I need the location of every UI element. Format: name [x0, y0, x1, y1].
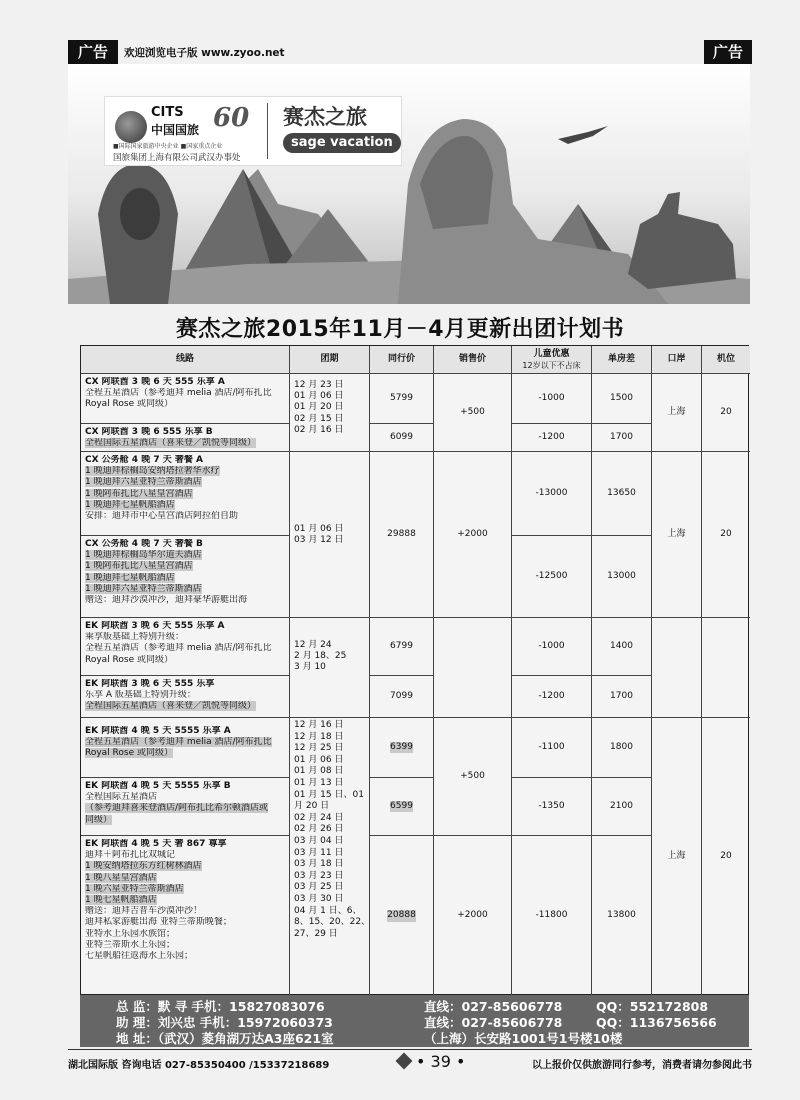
route-line: 迪拜私家游艇出海 亚特兰蒂斯晚餐； — [85, 917, 232, 928]
route-cell — [81, 374, 290, 424]
port-cell: 上海 — [652, 718, 702, 996]
contact-director-qq: QQ：552172808 — [596, 999, 709, 1014]
single-supplement: 1400 — [592, 618, 652, 676]
single-supplement: 13800 — [592, 836, 652, 996]
th-child-title: 儿童优惠 — [533, 348, 570, 359]
dates-cell — [290, 374, 370, 452]
contact-row — [80, 1029, 749, 1045]
route-line: 1 晚七星帆船酒店 — [85, 895, 157, 906]
page-title: 赛杰之旅2015年11月－4月更新出团计划书 — [175, 317, 625, 342]
date-item: 04 月 1 日、6、 — [294, 905, 362, 916]
port-cell: 上海 — [652, 452, 702, 618]
route-cell — [81, 452, 290, 536]
peer-price-value: 6599 — [390, 800, 413, 811]
dates-cell — [290, 452, 370, 618]
route-cell — [81, 718, 290, 778]
peer-price — [370, 778, 434, 836]
page-diamond-icon — [396, 1053, 413, 1070]
date-item: 27、29 日 — [294, 928, 338, 939]
date-item: 月 20 日 — [294, 801, 330, 812]
single-supplement: 1700 — [592, 424, 652, 452]
contact-assistant: 助 理：刘兴忠 手机：15972060373 — [116, 1015, 333, 1030]
footer-disclaimer: 以上报价仅供旅游同行参考，消费者请勿参阅此书 — [532, 1060, 752, 1071]
route-cell — [81, 424, 290, 452]
top-bar — [68, 40, 752, 64]
date-item: 01 月 20 日 — [294, 402, 344, 413]
route-line: 1 晚迪拜棕榈岛华尔道夫酒店 — [85, 550, 202, 561]
welcome-text: 欢迎浏览电子版 www.zyoo.net — [124, 47, 285, 59]
date-item: 03 月 04 日 — [294, 835, 344, 846]
logo-group-name: 国旅集团上海有限公司武汉办事处 — [113, 153, 241, 163]
route-title: CX 公务舱 4 晚 7 天 奢餐 B — [85, 539, 203, 549]
th-single: 单房差 — [592, 346, 652, 374]
retail-price: +500 — [434, 374, 512, 452]
route-title: CX 公务舱 4 晚 7 天 奢餐 A — [85, 455, 203, 465]
logo-tagline: ■国际国家旅游中央企业 ■国家重点企业 — [113, 143, 223, 150]
date-item: 03 月 12 日 — [294, 535, 344, 546]
route-line: 1 晚迪拜六星亚特兰蒂斯酒店 — [85, 477, 202, 488]
logo-cits-text: CITS — [151, 105, 184, 120]
peer-price: 29888 — [370, 452, 434, 618]
date-item: 03 月 18 日 — [294, 859, 344, 870]
route-cell — [81, 536, 290, 618]
route-line: 全程国际五星酒店（喜来登／凯悦等同级） — [85, 701, 257, 712]
date-item: 02 月 16 日 — [294, 424, 344, 435]
route-title: EK 阿联酋 3 晚 6 天 555 乐享 A — [85, 621, 225, 631]
contact-row — [80, 1013, 749, 1029]
child-discount: -11800 — [512, 836, 592, 996]
date-item: 01 月 06 日 — [294, 524, 344, 534]
route-line: 1 晚阿布扎比八星皇宫酒店 — [85, 488, 193, 499]
seats-empty — [702, 618, 750, 718]
th-child-note: 12岁以下不占床 — [522, 360, 581, 370]
contact-address-shanghai: （上海）长安路1001号1号楼10楼 — [424, 1031, 623, 1046]
route-line: 七星帆船往返海水上乐园； — [85, 951, 194, 962]
th-date: 团期 — [290, 346, 370, 374]
route-line: 亚特兰蒂斯水上乐园； — [85, 939, 176, 950]
date-item: 02 月 15 日 — [294, 413, 344, 424]
route-line: Royal Rose 或同级） — [85, 399, 174, 410]
date-item: 12 月 23 日 — [294, 380, 344, 390]
route-line: 1 晚迪拜七星帆船酒店 — [85, 572, 175, 583]
date-item: 02 月 26 日 — [294, 824, 344, 835]
logo-brand: 赛杰之旅 — [283, 105, 367, 129]
logo-divider — [267, 103, 268, 159]
route-line: 1 晚六星亚特兰蒂斯酒店 — [85, 883, 184, 894]
route-line: Royal Rose 或同级） — [85, 748, 174, 759]
retail-price: +2000 — [434, 836, 512, 996]
date-item: 3 月 10 — [294, 662, 326, 673]
route-line: 乘享版基础上特别升级： — [85, 632, 185, 643]
peer-price — [370, 836, 434, 996]
date-item: 02 月 24 日 — [294, 812, 344, 823]
th-peer: 同行价 — [370, 346, 434, 374]
route-cell — [81, 778, 290, 836]
route-line: 全程国际五星酒店 — [85, 792, 158, 803]
peer-price: 6099 — [370, 424, 434, 452]
ad-tag-left: 广告 — [68, 40, 118, 64]
date-item: 12 月 16 日 — [294, 720, 344, 730]
route-title: CX 阿联酋 3 晚 6 555 乐享 B — [85, 427, 213, 437]
contact-director: 总 监：默 寻 手机：15827083076 — [116, 999, 325, 1014]
route-line: （参考迪拜喜来登酒店/阿布扎比希尔顿酒店或 — [85, 803, 269, 814]
route-line: 1 晚安纳塔拉东方红树林酒店 — [85, 861, 202, 872]
retail-empty — [434, 618, 512, 718]
single-supplement: 13000 — [592, 536, 652, 618]
route-line: 迪拜＋阿布扎比双城记 — [85, 850, 176, 861]
route-line: 1 晚八星皇宫酒店 — [85, 872, 157, 883]
route-line: 安排：迪拜市中心皇宫酒店阿拉伯自助 — [85, 511, 239, 522]
route-cell — [81, 676, 290, 718]
child-discount: -1100 — [512, 718, 592, 778]
cits-globe-icon — [115, 111, 147, 143]
route-line: 赠送：迪拜吉普车沙漠冲沙！ — [85, 906, 203, 917]
footer-divider — [68, 1049, 752, 1050]
route-title: EK 阿联酋 4 晚 5 天 5555 乐享 B — [85, 781, 231, 791]
child-discount: -1350 — [512, 778, 592, 836]
single-supplement: 1700 — [592, 676, 652, 718]
contact-director-line: 直线：027-85606778 — [424, 999, 563, 1014]
route-line: 全程五星酒店（参考迪拜 melia 酒店/阿布扎比 — [85, 737, 272, 748]
child-discount: -12500 — [512, 536, 592, 618]
peer-price: 6799 — [370, 618, 434, 676]
contact-address-wuhan: 地 址：（武汉）菱角湖万达A3座621室 — [116, 1031, 334, 1046]
cits-logo — [104, 96, 402, 166]
retail-price: +2000 — [434, 452, 512, 618]
contact-box — [80, 995, 749, 1047]
single-supplement: 13650 — [592, 452, 652, 536]
single-supplement: 1500 — [592, 374, 652, 424]
date-item: 03 月 30 日 — [294, 893, 344, 904]
dates-cell — [290, 718, 370, 996]
single-supplement: 1800 — [592, 718, 652, 778]
child-discount: -1000 — [512, 618, 592, 676]
date-item: 01 月 08 日 — [294, 766, 344, 777]
contact-row — [80, 997, 749, 1013]
peer-price: 7099 — [370, 676, 434, 718]
seats-cell: 20 — [702, 374, 750, 452]
ad-tag-right: 广告 — [704, 40, 752, 64]
route-line: 同级） — [85, 814, 113, 825]
th-child — [512, 346, 592, 374]
peer-price: 5799 — [370, 374, 434, 424]
th-port: 口岸 — [652, 346, 702, 374]
date-item: 12 月 18 日 — [294, 731, 344, 742]
dates-cell — [290, 618, 370, 718]
port-cell: 上海 — [652, 374, 702, 452]
port-empty — [652, 618, 702, 718]
date-item: 01 月 06 日 — [294, 391, 344, 402]
th-retail: 销售价 — [434, 346, 512, 374]
seats-cell: 20 — [702, 452, 750, 618]
th-route: 线路 — [81, 346, 290, 374]
date-item: 01 月 15 日、01 — [294, 789, 364, 800]
date-item: 8、15、20、22、 — [294, 917, 371, 928]
route-line: 全程国际五星酒店（喜来登／凯悦等同级） — [85, 438, 257, 449]
date-item: 2 月 18、25 — [294, 651, 347, 662]
th-seats: 机位 — [702, 346, 750, 374]
date-item: 03 月 11 日 — [294, 847, 344, 858]
route-title: EK 阿联酋 3 晚 6 天 555 乐享 — [85, 679, 215, 689]
date-item: 03 月 25 日 — [294, 882, 344, 893]
peer-price — [370, 718, 434, 778]
footer — [68, 1052, 752, 1072]
logo-60-anniversary: 60 — [213, 103, 250, 133]
route-line: 1 晚迪拜六星亚特兰蒂斯酒店 — [85, 583, 202, 594]
seats-cell: 20 — [720, 851, 732, 862]
route-line: 1 晚迪拜棕榈岛安纳塔拉奢华水疗 — [85, 466, 220, 477]
route-line: 全程五星酒店（参考迪拜 melia 酒店/阿布扎比 — [85, 388, 272, 399]
route-cell — [81, 618, 290, 676]
date-item: 03 月 23 日 — [294, 870, 344, 881]
date-item: 01 月 13 日 — [294, 777, 344, 788]
route-line: Royal Rose 或同级） — [85, 654, 174, 665]
peer-price-value: 6399 — [390, 741, 413, 752]
logo-cits-cn: 中国国旅 — [151, 123, 200, 137]
peer-price-value: 20888 — [387, 910, 416, 921]
route-title: CX 阿联酋 3 晚 6 天 555 乐享 A — [85, 377, 225, 387]
footer-hotline: 湖北国际版 咨询电话 027-85350400 /15337218689 — [68, 1060, 330, 1071]
contact-assistant-qq: QQ：1136756566 — [596, 1015, 717, 1030]
logo-sage-vacation: sage vacation — [283, 133, 401, 153]
child-discount: -1200 — [512, 424, 592, 452]
single-supplement: 2100 — [592, 778, 652, 836]
route-cell — [81, 836, 290, 996]
date-item: 12 月 25 日 — [294, 743, 344, 754]
route-title: EK 阿联酋 4 晚 5 天 5555 乐享 A — [85, 726, 231, 736]
date-item: 12 月 24 — [294, 640, 332, 650]
route-line: 全程五星酒店（参考迪拜 melia 酒店/阿布扎比 — [85, 643, 272, 654]
banner — [68, 64, 750, 304]
child-discount: -1200 — [512, 676, 592, 718]
child-discount: -13000 — [512, 452, 592, 536]
page-number-text: • 39 • — [416, 1052, 466, 1071]
page-number — [398, 1052, 465, 1071]
route-line: 赠送：迪拜沙漠冲沙，迪拜豪华游艇出海 — [85, 595, 248, 606]
child-discount: -1000 — [512, 374, 592, 424]
contact-assistant-line: 直线：027-85606778 — [424, 1015, 563, 1030]
route-line: 1 晚迪拜七星帆船酒店 — [85, 499, 175, 510]
route-title: EK 阿联酋 4 晚 5 天 奢 867 尊享 — [85, 839, 227, 849]
retail-price: +500 — [434, 718, 512, 836]
tour-table — [80, 345, 749, 995]
route-line: 1 晚阿布扎比八星皇宫酒店 — [85, 561, 193, 572]
route-line: 乐享 A 版基础上特别升级： — [85, 690, 196, 701]
route-line: 亚特水上乐园水族馆； — [85, 928, 176, 939]
date-item: 01 月 06 日 — [294, 754, 344, 765]
